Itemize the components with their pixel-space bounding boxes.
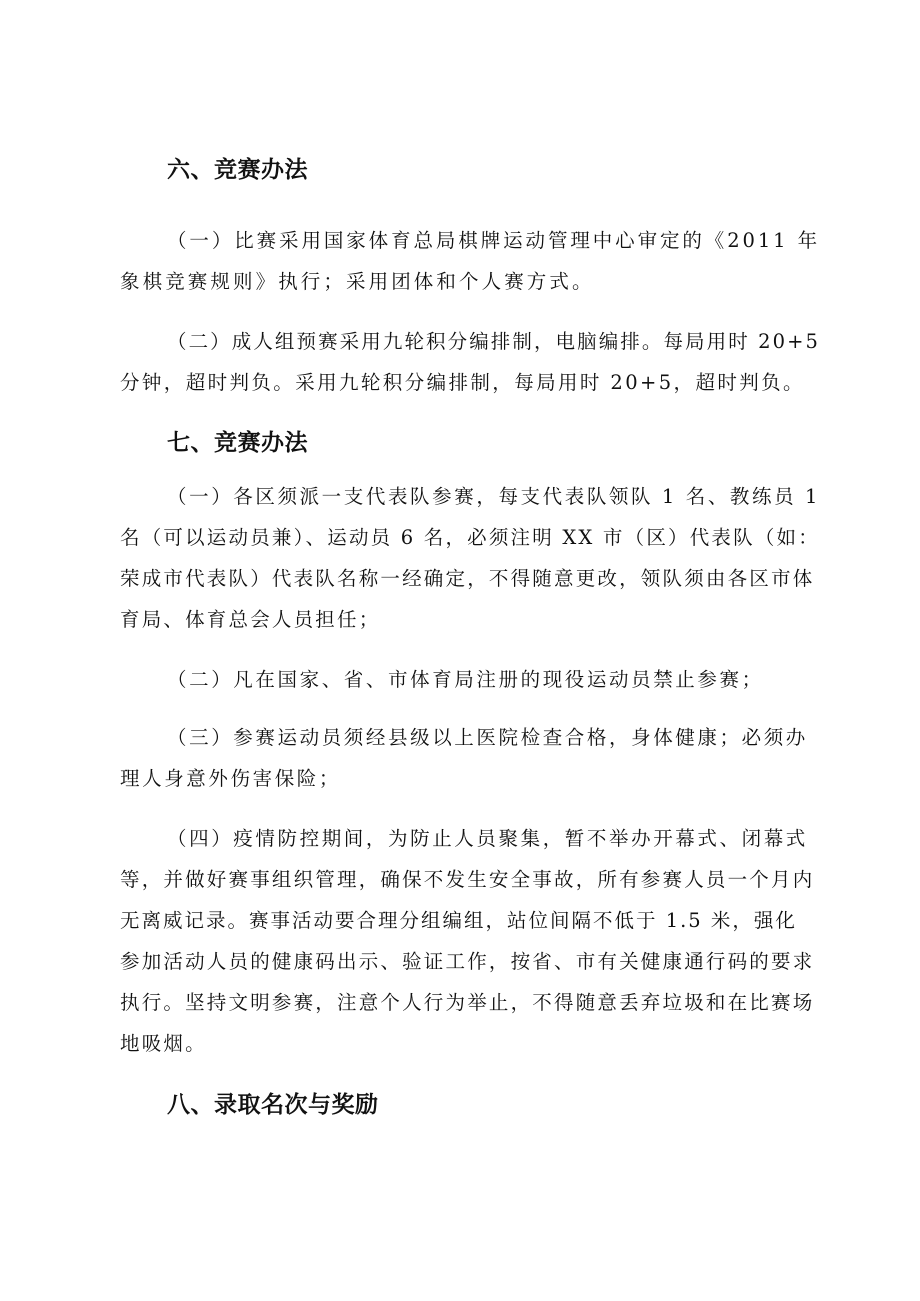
paragraph-line: 象棋竞赛规则》执行；采用团体和个人赛方式。 bbox=[120, 270, 595, 293]
paragraph-line: （一）比赛采用国家体育总局棋牌运动管理中心审定的《2011 年 bbox=[167, 229, 820, 252]
paragraph-line: 名（可以运动员兼）、运动员 6 名，必须注明 XX 市（区）代表队（如： bbox=[120, 526, 820, 549]
paragraph-line: （三）参赛运动员须经县级以上医院检查合格，身体健康；必须办 bbox=[167, 726, 808, 749]
paragraph-line: 荣成市代表队）代表队名称一经确定，不得随意更改，领队须由各区市体 bbox=[120, 567, 815, 590]
paragraph-line: （二）凡在国家、省、市体育局注册的现役运动员禁止参赛； bbox=[167, 668, 764, 691]
paragraph-line: （二）成人组预赛采用九轮积分编排制，电脑编排。每局用时 20+5 bbox=[167, 330, 820, 353]
paragraph-line: 地吸烟。 bbox=[120, 1032, 207, 1055]
paragraph-line: 无离威记录。赛事活动要合理分组编组，站位间隔不低于 1.5 米，强化 bbox=[120, 909, 797, 932]
section-6-heading: 六、竞赛办法 bbox=[167, 157, 308, 183]
paragraph-line: 育局、体育总会人员担任； bbox=[120, 608, 381, 631]
section-8-heading: 八、录取名次与奖励 bbox=[167, 1092, 379, 1118]
paragraph-line: 等，并做好赛事组织管理，确保不发生安全事故，所有参赛人员一个月内 bbox=[120, 868, 815, 891]
paragraph-line: 理人身意外伤害保险； bbox=[120, 767, 342, 790]
paragraph-line: 执行。坚持文明参赛，注意个人行为举止，不得随意丢弃垃圾和在比赛场 bbox=[120, 991, 815, 1014]
paragraph-line: （四）疫情防控期间，为防止人员聚集，暂不举办开幕式、闭幕式 bbox=[167, 827, 808, 850]
paragraph-line: 分钟，超时判负。采用九轮积分编排制，每局用时 20+5，超时判负。 bbox=[120, 371, 805, 394]
paragraph-line: 参加活动人员的健康码出示、验证工作，按省、市有关健康通行码的要求 bbox=[120, 950, 815, 973]
section-7-heading: 七、竞赛办法 bbox=[167, 430, 308, 456]
paragraph-line: （一）各区须派一支代表队参赛，每支代表队领队 1 名、教练员 1 bbox=[167, 485, 820, 508]
